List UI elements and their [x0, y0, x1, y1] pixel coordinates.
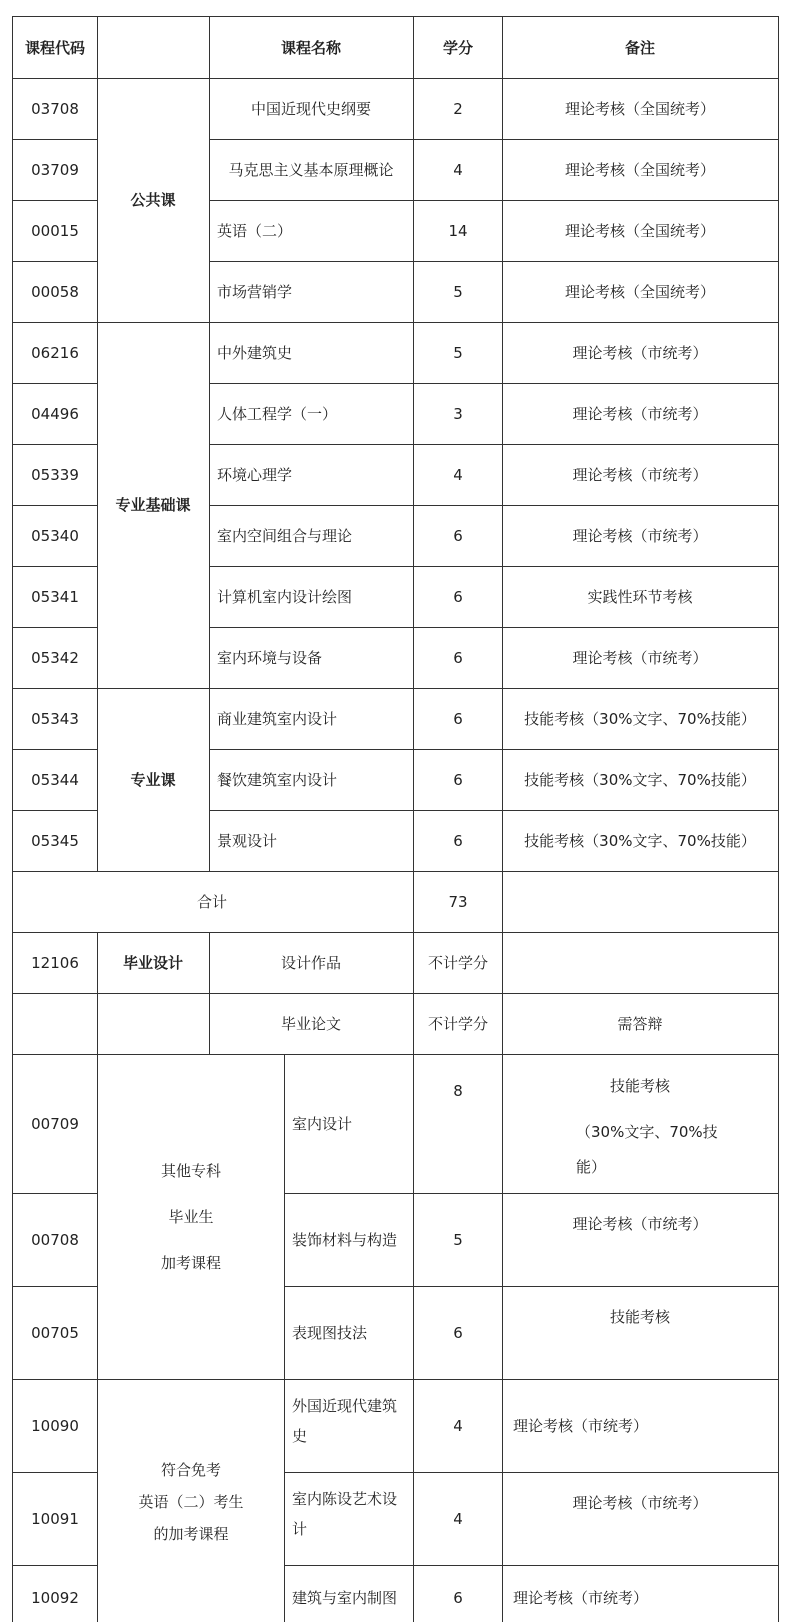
- row-name: 表现图技法: [292, 1324, 368, 1342]
- row-note: 理论考核（市统考）: [572, 649, 708, 667]
- row-note-line1: 技能考核: [609, 1077, 671, 1095]
- row-code: 00709: [31, 1115, 79, 1133]
- row-note-line2: （30%文字、70%技: [576, 1123, 718, 1141]
- row-note: 技能考核: [609, 1308, 671, 1326]
- row-name: 装饰材料与构造: [292, 1231, 398, 1249]
- row-note: 理论考核（全国统考）: [564, 222, 716, 240]
- row-code: 03709: [31, 161, 79, 179]
- row-note: 理论考核（市统考）: [572, 1494, 708, 1512]
- row-credit: 6: [453, 832, 463, 850]
- header-credit: 学分: [442, 39, 474, 57]
- row-credit: 4: [453, 466, 463, 484]
- row-credit: 8: [453, 1082, 463, 1100]
- row-name: 建筑与室内制图: [292, 1589, 398, 1607]
- group-exempt-line3: 的加考课程: [153, 1525, 229, 1543]
- header-name: 课程名称: [280, 39, 342, 57]
- row-credit: 不计学分: [427, 1015, 489, 1033]
- row-code: 10090: [31, 1417, 79, 1435]
- row-name: 中国近现代史纲要: [250, 100, 372, 118]
- row-code: 12106: [31, 954, 79, 972]
- row-code: 05344: [31, 771, 79, 789]
- row-name: 人体工程学（一）: [217, 405, 338, 423]
- row-name: 室内陈设艺术设计: [292, 1490, 398, 1538]
- row-credit: 4: [453, 161, 463, 179]
- row-name: 市场营销学: [217, 283, 293, 301]
- row-note: 实践性环节考核: [587, 588, 693, 606]
- row-code: 05345: [31, 832, 79, 850]
- row-name: 设计作品: [280, 954, 342, 972]
- row-credit: 2: [453, 100, 463, 118]
- row-credit: 5: [453, 283, 463, 301]
- row-note: 技能考核（30%文字、70%技能）: [524, 710, 756, 728]
- row-credit: 5: [453, 1231, 463, 1249]
- group-graduation: 毕业设计: [122, 954, 184, 972]
- group-exempt-line1: 符合免考: [160, 1461, 222, 1479]
- row-code: 00015: [31, 222, 79, 240]
- row-code: 00705: [31, 1324, 79, 1342]
- row-credit: 6: [453, 1589, 463, 1607]
- row-note: 理论考核（市统考）: [513, 1417, 649, 1435]
- row-code: 05343: [31, 710, 79, 728]
- row-name: 马克思主义基本原理概论: [228, 161, 394, 179]
- row-credit: 6: [453, 527, 463, 545]
- row-name: 景观设计: [217, 832, 278, 850]
- row-note: 理论考核（市统考）: [572, 344, 708, 362]
- row-name: 商业建筑室内设计: [217, 710, 338, 728]
- row-note: 理论考核（市统考）: [572, 1215, 708, 1233]
- total-label: 合计: [196, 893, 228, 911]
- row-name: 餐饮建筑室内设计: [217, 771, 338, 789]
- row-name: 英语（二）: [217, 222, 293, 240]
- row-credit: 3: [453, 405, 463, 423]
- row-note: 理论考核（市统考）: [572, 405, 708, 423]
- row-code: 10092: [31, 1589, 79, 1607]
- row-code: 05342: [31, 649, 79, 667]
- row-name: 室内设计: [292, 1115, 353, 1133]
- row-note: 理论考核（全国统考）: [564, 283, 716, 301]
- row-note: 理论考核（市统考）: [572, 527, 708, 545]
- row-credit: 4: [453, 1417, 463, 1435]
- group-major: 专业课: [130, 771, 176, 789]
- row-credit: 6: [453, 771, 463, 789]
- row-credit: 不计学分: [427, 954, 489, 972]
- group-extra-line2: 毕业生: [168, 1208, 214, 1226]
- row-note: 理论考核（市统考）: [572, 466, 708, 484]
- row-credit: 6: [453, 649, 463, 667]
- header-note: 备注: [624, 39, 656, 57]
- row-note: 需答辩: [617, 1015, 663, 1033]
- row-code: 05339: [31, 466, 79, 484]
- row-name: 室内环境与设备: [217, 649, 323, 667]
- row-code: 00708: [31, 1231, 79, 1249]
- row-note-line3: 能）: [576, 1158, 607, 1176]
- row-name: 环境心理学: [217, 466, 293, 484]
- row-name: 中外建筑史: [217, 344, 293, 362]
- group-extra-line3: 加考课程: [160, 1254, 222, 1272]
- row-credit: 14: [448, 222, 468, 240]
- row-credit: 5: [453, 344, 463, 362]
- total-credit: 73: [448, 893, 468, 911]
- row-name: 计算机室内设计绘图: [217, 588, 353, 606]
- row-code: 03708: [31, 100, 79, 118]
- row-code: 00058: [31, 283, 79, 301]
- row-code: 05340: [31, 527, 79, 545]
- row-note: 技能考核（30%文字、70%技能）: [524, 832, 756, 850]
- group-basic: 专业基础课: [115, 496, 191, 514]
- row-credit: 6: [453, 710, 463, 728]
- row-note: 理论考核（市统考）: [513, 1589, 649, 1607]
- row-credit: 4: [453, 1510, 463, 1528]
- group-public: 公共课: [130, 191, 176, 209]
- row-name: 毕业论文: [280, 1015, 342, 1033]
- row-name: 室内空间组合与理论: [217, 527, 353, 545]
- row-note: 技能考核（30%文字、70%技能）: [524, 771, 756, 789]
- row-credit: 6: [453, 1324, 463, 1342]
- row-note: 理论考核（全国统考）: [564, 100, 716, 118]
- group-exempt-line2: 英语（二）考生: [138, 1493, 244, 1511]
- row-note: 理论考核（全国统考）: [564, 161, 716, 179]
- group-extra-line1: 其他专科: [160, 1162, 222, 1180]
- row-code: 05341: [31, 588, 79, 606]
- row-credit: 6: [453, 588, 463, 606]
- row-code: 04496: [31, 405, 79, 423]
- header-code: 课程代码: [24, 39, 86, 57]
- row-name: 外国近现代建筑史: [292, 1397, 398, 1445]
- row-code: 06216: [31, 344, 79, 362]
- row-code: 10091: [31, 1510, 79, 1528]
